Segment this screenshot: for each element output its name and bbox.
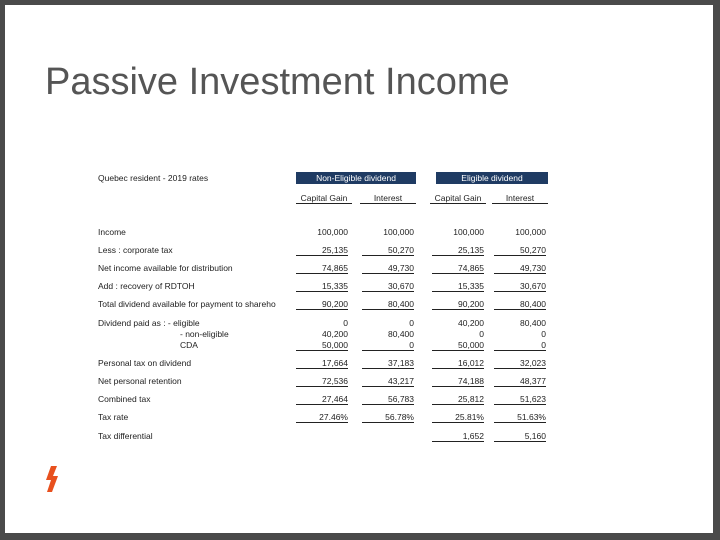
row-label: Personal tax on dividend [98,358,192,368]
table-cell: 74,188 [432,376,484,387]
table-cell: 17,664 [296,358,348,369]
table-cell: 100,000 [383,227,414,237]
table-cell: 51,623 [494,394,546,405]
table-cell: 80,400 [520,318,546,328]
table-cell: 100,000 [453,227,484,237]
table-cell: 49,730 [362,263,414,274]
table-cell: 0 [409,318,414,328]
group-header-non-eligible: Non-Eligible dividend [296,172,416,184]
row-label: Net income available for distribution [98,263,233,273]
table-cell: 25,135 [432,245,484,256]
table-cell: 15,335 [296,281,348,292]
page-title: Passive Investment Income [45,61,510,103]
table-cell: 50,270 [362,245,414,256]
table-cell: 0 [541,329,546,339]
table-cell: 25.81% [432,412,484,423]
table-cell: 80,400 [362,299,414,310]
table-cell: 80,400 [494,299,546,310]
table-cell: 25,812 [432,394,484,405]
table-cell: 30,670 [494,281,546,292]
table-cell: 56.78% [362,412,414,423]
table-cell: 100,000 [515,227,546,237]
table-cell: 48,377 [494,376,546,387]
row-label: Income [98,227,126,237]
row-label: - non-eligible [180,329,229,339]
table-cell: 49,730 [494,263,546,274]
column-header: Interest [492,193,548,204]
table-cell: 80,400 [388,329,414,339]
table-cell: 25,135 [296,245,348,256]
table-cell: 43,217 [362,376,414,387]
column-header: Capital Gain [296,193,352,204]
row-label: CDA [180,340,198,350]
row-label: Add : recovery of RDTOH [98,281,195,291]
table-cell: 16,012 [432,358,484,369]
column-header: Interest [360,193,416,204]
column-header: Capital Gain [430,193,486,204]
row-label: Tax rate [98,412,129,422]
table-cell: 40,200 [322,329,348,339]
table-cell: 74,865 [432,263,484,274]
table-cell: 15,335 [432,281,484,292]
brand-logo-icon [45,466,59,492]
table-cell: 0 [362,340,414,351]
table-cell: 5,160 [494,431,546,442]
table-cell: 27.46% [296,412,348,423]
table-cell: 72,536 [296,376,348,387]
row-label: Tax differential [98,431,153,441]
table-caption: Quebec resident - 2019 rates [98,173,209,183]
table-cell: 50,000 [432,340,484,351]
slide [5,5,713,533]
table-cell: 90,200 [296,299,348,310]
table-cell: 40,200 [458,318,484,328]
group-header-eligible: Eligible dividend [436,172,548,184]
table-cell: 1,652 [432,431,484,442]
table-cell: 0 [494,340,546,351]
table-cell: 50,270 [494,245,546,256]
table-cell: 100,000 [317,227,348,237]
table-cell: 56,783 [362,394,414,405]
tax-table [98,165,558,455]
table-cell: 51.63% [494,412,546,423]
row-label: Less : corporate tax [98,245,173,255]
table-cell: 74,865 [296,263,348,274]
row-label: Total dividend available for payment to shareho [98,299,276,309]
row-label: Net personal retention [98,376,182,386]
table-cell: 32,023 [494,358,546,369]
table-cell: 50,000 [296,340,348,351]
table-cell: 37,183 [362,358,414,369]
table-cell: 0 [479,329,484,339]
row-label: Combined tax [98,394,151,404]
table-cell: 30,670 [362,281,414,292]
table-cell: 0 [343,318,348,328]
row-label: Dividend paid as : - eligible [98,318,200,328]
table-cell: 27,464 [296,394,348,405]
table-cell: 90,200 [432,299,484,310]
